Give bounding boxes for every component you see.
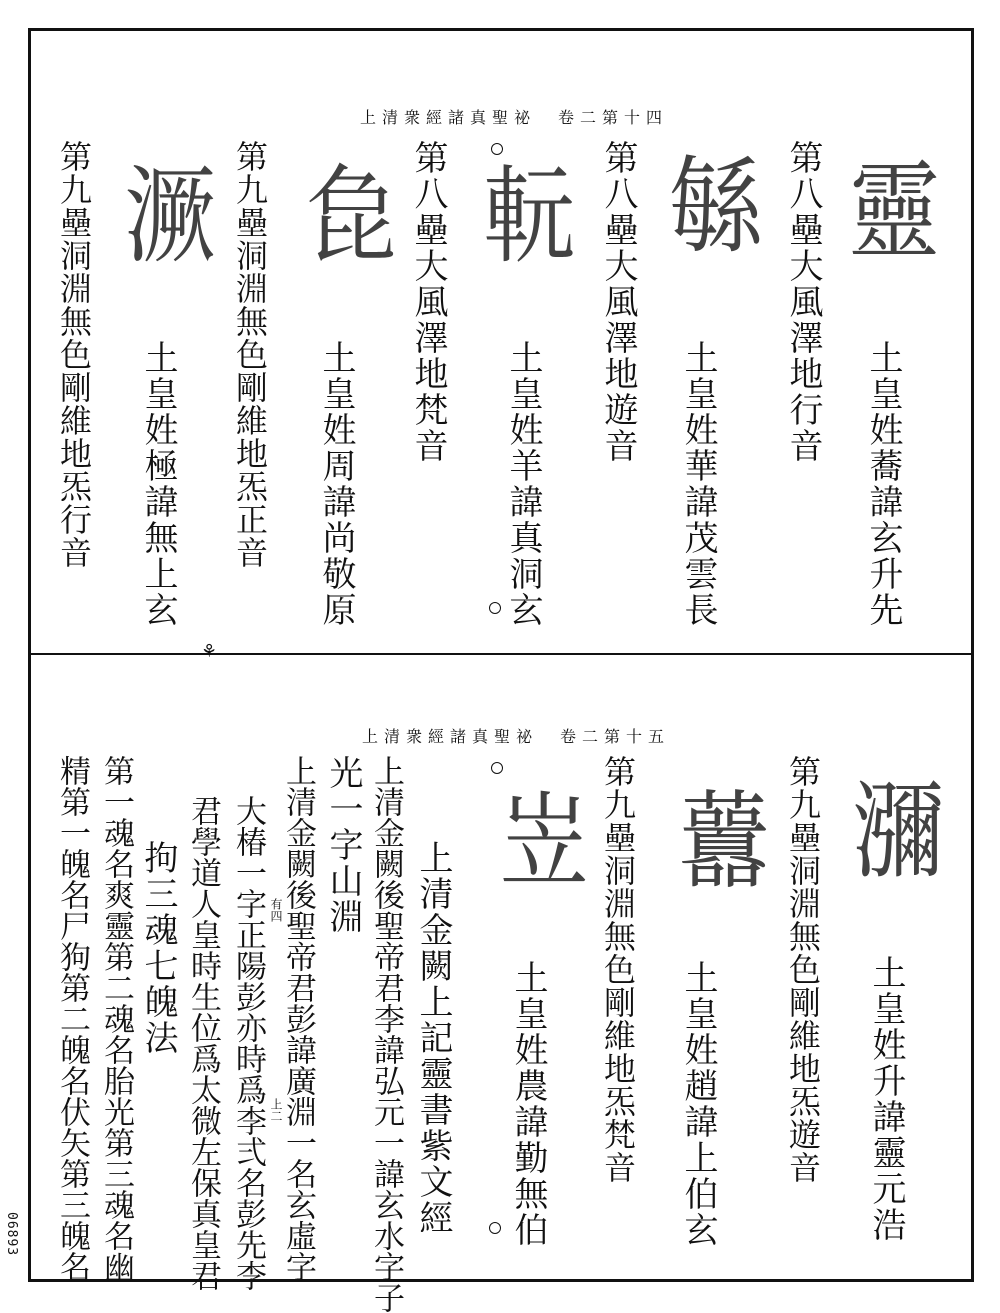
text-column: 第九壘洞淵無色剛維地炁行音 [55,140,93,569]
text-column: 上清金闕後聖帝君彭諱廣淵一名玄虛字 [280,755,316,1282]
text-column: 第八壘大風澤地行音 [783,140,823,464]
text-column: 拘三魂七魄法 [138,840,178,1056]
fold-mark-icon: ⚘ [201,641,218,662]
page-number: 06893 [4,1212,19,1257]
text-column: 土皇姓農諱勤無伯 [508,960,548,1248]
text-column: 土皇姓華諱茂雲長 [678,340,718,628]
running-head-bottom: 上清衆經諸真聖祕 卷二第十五 [362,727,671,746]
text-column: 光一字山淵 [323,755,363,935]
seal-glyph: 緐 [655,150,762,256]
seal-glyph: 䡇 [468,160,575,266]
text-column: 土皇姓升諱靈元浩 [866,955,906,1243]
text-column: 第九壘洞淵無色剛維地炁遊音 [784,755,822,1184]
circle-mark-icon [489,602,501,614]
text-column: 土皇姓周諱尚敬原 [316,340,356,628]
seal-glyph: 䖀 [663,785,770,891]
page-divider [28,653,974,655]
circle-mark-icon [491,762,503,774]
text-column: 第九壘洞淵無色剛維地炁梵音 [599,755,637,1184]
text-column: 土皇姓趙諱上伯玄 [678,960,718,1248]
circle-mark-icon [489,1222,501,1234]
seal-glyph: 瀰 [838,775,945,881]
text-column: 第九壘洞淵無色剛維地炁正音 [231,140,269,569]
text-column: 上清金闕上記靈書紫文經 [413,840,453,1236]
seal-glyph: 岦 [483,785,590,891]
text-column: 第八壘大風澤地梵音 [408,140,448,464]
text-column: 上清金闕後聖帝君李諱弘元一諱玄水字子 [368,755,404,1313]
text-column: 第八壘大風澤地遊音 [598,140,638,464]
seal-glyph: 靈 [833,155,940,261]
text-column: 大椿一字正陽彭亦時爲李弍名彭先李 [230,795,266,1291]
running-head-top: 上清衆經諸真聖祕 卷二第十四 [360,108,669,127]
seal-glyph: 㲋 [291,160,398,266]
text-column: 土皇姓極諱無上玄 [138,340,178,628]
margin-annotation: 有四 [269,898,283,922]
text-column: 土皇姓蕎諱玄升先 [863,340,903,628]
text-column: 土皇姓羊諱真洞玄 [503,340,543,628]
seal-glyph: 㵐 [109,160,216,266]
circle-mark-icon [491,143,503,155]
text-column: 精第一魄名尸狗第二魄名伏矢第三魄名 [54,755,90,1282]
text-column: 君學道人皇時生位爲太微左保真皇君 [185,795,221,1291]
text-column: 第一魂名爽靈第二魂名胎光第三魂名幽 [98,755,134,1282]
margin-annotation: 上二 [269,1098,283,1122]
